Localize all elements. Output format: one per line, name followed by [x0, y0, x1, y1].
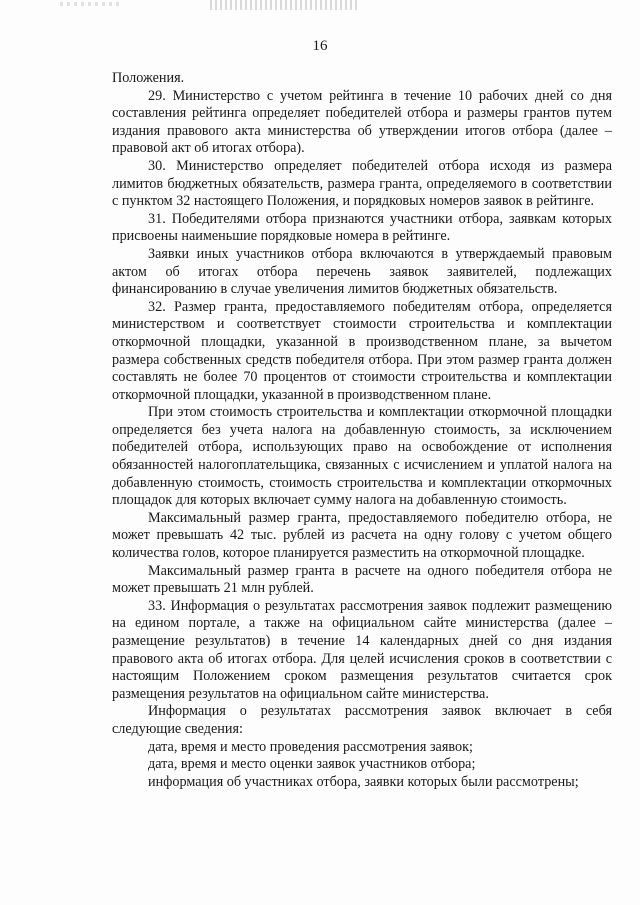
paragraph-29: 29. Министерство с учетом рейтинга в течение 10 рабочих дней со дня составления рейтинга определяет победителей отбора и размеры грантов путем издания правового акта министерства об утверждении итогов отбора (далее – правовой акт об итогах отбора). [112, 87, 612, 157]
paragraph: Положения. [112, 70, 185, 86]
paragraph: При этом стоимость строительства и комплектации откормочной площадки определяется без учета налога на добавленную стоимость, за исключением победителей отбора, использующих право на освобождение от исполнения обязанностей налогоплательщика, связанных с исчислением и уплатой налога на добавленную стоимость, стоимость строительства и комплектации откормочных площадок для которых включает сумму налога на добавленную стоимость. [112, 404, 612, 509]
scan-artifact [60, 2, 120, 6]
paragraph: Заявки иных участников отбора включаются в утверждаемый правовым актом об итогах отбора перечень заявок заявителей, подлежащих финансированию в случае увеличения лимитов бюджетных обязательств. [112, 245, 612, 298]
list-item: дата, время и место оценки заявок участников отбора; [148, 756, 476, 773]
paragraph: Информация о результатах рассмотрения заявок включает в себя следующие сведения: [112, 703, 612, 737]
paragraph: Максимальный размер гранта в расчете на одного победителя отбора не может превышать 21 млн рублей. [112, 562, 612, 597]
paragraph: Максимальный размер гранта, предоставляемого победителю отбора, не может превышать 42 тыс. рублей из расчета на одну голову с учетом общего количества голов, которое планируется разместить на откормочной площадке. [112, 509, 612, 562]
list-item: информация об участниках отбора, заявки которых были рассмотрены; [148, 773, 579, 790]
paragraph-33: 33. Информация о результатах рассмотрения заявок подлежит размещению на едином портале, а также на официальном сайте министерства (далее – размещение результатов) в течение 14 календарных дней со дня издания правового акта об итогах отбора. Для целей исчисления сроков в соответствии с настоящим Положением сроком размещения результатов считается срок размещения результатов на официальном сайте министерства. [112, 597, 612, 702]
document-body [112, 70, 612, 791]
page-number: 16 [312, 38, 328, 54]
scan-artifact [210, 0, 360, 10]
paragraph-31: 31. Победителями отбора признаются участники отбора, заявкам которых присвоены наименьшие порядковые номера в рейтинге. [112, 210, 612, 245]
list-item: дата, время и место проведения рассмотрения заявок; [148, 738, 473, 755]
paragraph-30: 30. Министерство определяет победителей отбора исходя из размера лимитов бюджетных обязательств, размера гранта, определяемого в соответствии с пунктом 32 настоящего Положения, и порядковых номеров заявок в рейтинге. [112, 157, 612, 210]
paragraph-32: 32. Размер гранта, предоставляемого победителям отбора, определяется министерством и соответствует стоимости строительства и комплектации откормочной площадки, указанной в производственном плане, за вычетом размера собственных средств победителя отбора. При этом размер гранта должен составлять не более 70 процентов от стоимости строительства и комплектации откормочной площадки, указанной в производственном плане. [112, 298, 612, 403]
